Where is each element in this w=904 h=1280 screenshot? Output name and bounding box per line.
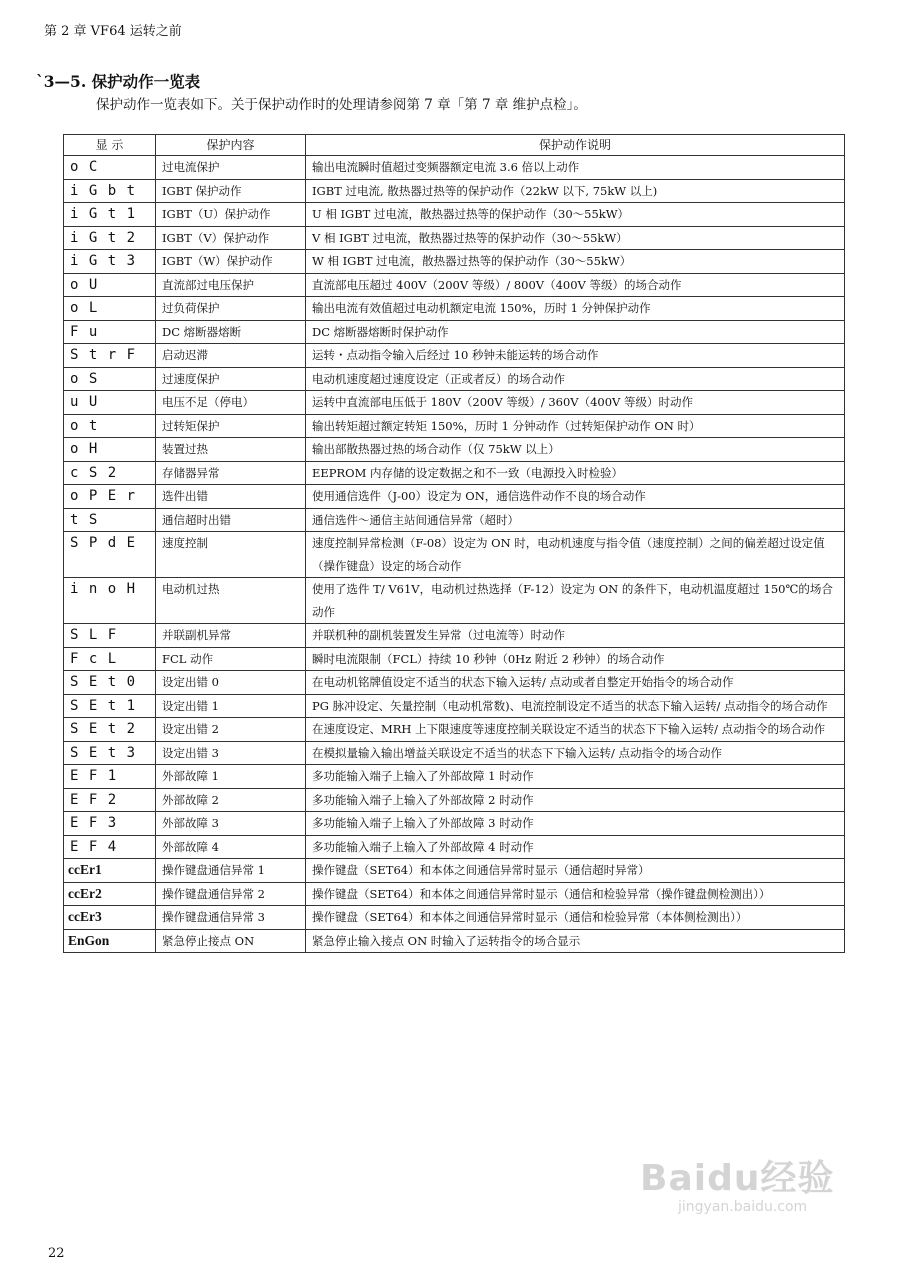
protection-description: 多功能输入端子上输入了外部故障 2 时动作 [306,788,845,812]
table-row [64,694,845,718]
protection-name: 设定出错 3 [156,741,306,765]
table-row [64,508,845,532]
chapter-header: 第 2 章 VF64 运转之前 [44,24,182,39]
display-code: S E t 1 [64,694,156,718]
display-code: E F 3 [64,812,156,836]
protection-description: 并联机种的副机装置发生异常（过电流等）时动作 [306,624,845,648]
protection-description: 速度控制异常检测（F-08）设定为 ON 时，电动机速度与指令值（速度控制）之间的偏差超过设定值（操作键盘）设定的场合动作 [306,532,845,578]
display-code: c S 2 [64,461,156,485]
protection-name: 启动迟滞 [156,344,306,368]
protection-description: 多功能输入端子上输入了外部故障 3 时动作 [306,812,845,836]
display-code: F c L [64,647,156,671]
protection-name: 操作键盘通信异常 2 [156,882,306,906]
table-row [64,273,845,297]
table-row [64,485,845,509]
table-row [64,741,845,765]
header-protection-content: 保护内容 [156,135,306,156]
display-code: o L [64,297,156,321]
table-row [64,906,845,930]
table-row [64,859,845,883]
protection-name: 外部故障 1 [156,765,306,789]
table-row [64,671,845,695]
protection-description: 操作键盘（SET64）和本体之间通信异常时显示（通信超时异常） [306,859,845,883]
display-code: ccEr2 [64,882,156,906]
protection-table [63,134,845,953]
protection-name: 电动机过热 [156,578,306,624]
display-code: S L F [64,624,156,648]
protection-name: 设定出错 2 [156,718,306,742]
table-row [64,788,845,812]
protection-description: DC 熔断器熔断时保护动作 [306,320,845,344]
table-row [64,344,845,368]
protection-description: V 相 IGBT 过电流，散热器过热等的保护动作（30～55kW） [306,226,845,250]
protection-description: 输出电流有效值超过电动机额定电流 150%，历时 1 分钟保护动作 [306,297,845,321]
protection-name: 外部故障 2 [156,788,306,812]
table-row [64,179,845,203]
watermark-url: jingyan.baidu.com [678,1199,808,1215]
display-code: ccEr1 [64,859,156,883]
display-code: S E t 0 [64,671,156,695]
display-code: o U [64,273,156,297]
protection-name: 操作键盘通信异常 3 [156,906,306,930]
protection-name: 紧急停止接点 ON [156,929,306,953]
protection-description: U 相 IGBT 过电流，散热器过热等的保护动作（30～55kW） [306,203,845,227]
protection-description: 输出转矩超过额定转矩 150%，历时 1 分钟动作（过转矩保护动作 ON 时） [306,414,845,438]
protection-name: IGBT（V）保护动作 [156,226,306,250]
protection-name: 通信超时出错 [156,508,306,532]
display-code: o C [64,156,156,180]
table-row [64,929,845,953]
protection-name: 操作键盘通信异常 1 [156,859,306,883]
protection-description: 通信选件～通信主站间通信异常（超时） [306,508,845,532]
protection-name: 外部故障 4 [156,835,306,859]
table-row [64,320,845,344]
table-row [64,718,845,742]
protection-description: 在模拟量输入输出增益关联设定不适当的状态下下输入运转/ 点动指令的场合动作 [306,741,845,765]
table-row [64,812,845,836]
table-row [64,765,845,789]
table-row [64,156,845,180]
protection-name: IGBT（W）保护动作 [156,250,306,274]
table-row [64,391,845,415]
display-code: ccEr3 [64,906,156,930]
table-row [64,532,845,578]
table-row [64,647,845,671]
display-code: i G t 2 [64,226,156,250]
display-code: o S [64,367,156,391]
protection-name: 过电流保护 [156,156,306,180]
protection-name: FCL 动作 [156,647,306,671]
watermark [640,1150,840,1250]
protection-description: 瞬时电流限制（FCL）持续 10 秒钟（0Hz 附近 2 秒钟）的场合动作 [306,647,845,671]
protection-name: 电压不足（停电） [156,391,306,415]
display-code: i G t 1 [64,203,156,227]
display-code: i G b t [64,179,156,203]
protection-name: IGBT 保护动作 [156,179,306,203]
display-code: E F 2 [64,788,156,812]
protection-description: IGBT 过电流, 散热器过热等的保护动作（22kW 以下, 75kW 以上) [306,179,845,203]
protection-description: PG 脉冲设定、矢量控制（电动机常数)、电流控制设定不适当的状态下输入运转/ 点动指令的场合动作 [306,694,845,718]
protection-description: 多功能输入端子上输入了外部故障 4 时动作 [306,835,845,859]
protection-description: 在电动机铭牌值设定不适当的状态下输入运转/ 点动或者自整定开始指令的场合动作 [306,671,845,695]
protection-name: 设定出错 0 [156,671,306,695]
protection-description: W 相 IGBT 过电流，散热器过热等的保护动作（30～55kW） [306,250,845,274]
protection-description: 操作键盘（SET64）和本体之间通信异常时显示（通信和检验异常（操作键盘侧检测出）） [306,882,845,906]
display-code: t S [64,508,156,532]
display-code: S E t 3 [64,741,156,765]
display-code: i n o H [64,578,156,624]
table-row [64,438,845,462]
protection-description: 使用了选件 T/ V61V，电动机过热选择（F-12）设定为 ON 的条件下，电动机温度超过 150℃的场合动作 [306,578,845,624]
protection-name: 存储器异常 [156,461,306,485]
table-row [64,203,845,227]
table-row [64,835,845,859]
protection-description: EEPROM 内存储的设定数据之和不一致（电源投入时检验） [306,461,845,485]
table-row [64,250,845,274]
display-code: S E t 2 [64,718,156,742]
protection-description: 操作键盘（SET64）和本体之间通信异常时显示（通信和检验异常（本体侧检测出）） [306,906,845,930]
display-code: o t [64,414,156,438]
header-display: 显 示 [64,135,156,156]
table-header-row [64,135,845,156]
protection-description: 运转・点动指令输入后经过 10 秒钟未能运转的场合动作 [306,344,845,368]
display-code: E F 1 [64,765,156,789]
protection-name: DC 熔断器熔断 [156,320,306,344]
watermark-logo: Baidu经验 [640,1158,835,1199]
protection-name: 设定出错 1 [156,694,306,718]
section-title: `3—5. 保护动作一览表 [36,72,201,91]
protection-description: 紧急停止输入接点 ON 时输入了运转指令的场合显示 [306,929,845,953]
protection-name: 装置过热 [156,438,306,462]
protection-description: 多功能输入端子上输入了外部故障 1 时动作 [306,765,845,789]
intro-text: 保护动作一览表如下。关于保护动作时的处理请参阅第 7 章「第 7 章 维护点检」。 [96,97,587,113]
table-row [64,578,845,624]
table-row [64,624,845,648]
display-code: EnGon [64,929,156,953]
protection-name: 选件出错 [156,485,306,509]
protection-description: 在速度设定、MRH 上下限速度等速度控制关联设定不适当的状态下下输入运转/ 点动指令的场合动作 [306,718,845,742]
protection-description: 电动机速度超过速度设定（正或者反）的场合动作 [306,367,845,391]
table-row [64,297,845,321]
protection-name: 过负荷保护 [156,297,306,321]
display-code: o H [64,438,156,462]
display-code: S P d E [64,532,156,578]
display-code: S t r F [64,344,156,368]
page-number: 22 [48,1246,65,1261]
header-protection-description: 保护动作说明 [306,135,845,156]
display-code: E F 4 [64,835,156,859]
protection-name: 过转矩保护 [156,414,306,438]
protection-name: 外部故障 3 [156,812,306,836]
protection-description: 输出部散热器过热的场合动作（仅 75kW 以上） [306,438,845,462]
protection-name: 并联副机异常 [156,624,306,648]
protection-name: IGBT（U）保护动作 [156,203,306,227]
protection-description: 直流部电压超过 400V（200V 等级）/ 800V（400V 等级）的场合动作 [306,273,845,297]
table-row [64,882,845,906]
protection-description: 使用通信选件（J-00）设定为 ON，通信选件动作不良的场合动作 [306,485,845,509]
table-row [64,367,845,391]
protection-name: 过速度保护 [156,367,306,391]
protection-name: 速度控制 [156,532,306,578]
table-row [64,461,845,485]
table-row [64,414,845,438]
display-code: u U [64,391,156,415]
display-code: F u [64,320,156,344]
display-code: o P E r [64,485,156,509]
display-code: i G t 3 [64,250,156,274]
protection-description: 运转中直流部电压低于 180V（200V 等级）/ 360V（400V 等级）时动作 [306,391,845,415]
protection-description: 输出电流瞬时值超过变频器额定电流 3.6 倍以上动作 [306,156,845,180]
table-row [64,226,845,250]
protection-name: 直流部过电压保护 [156,273,306,297]
